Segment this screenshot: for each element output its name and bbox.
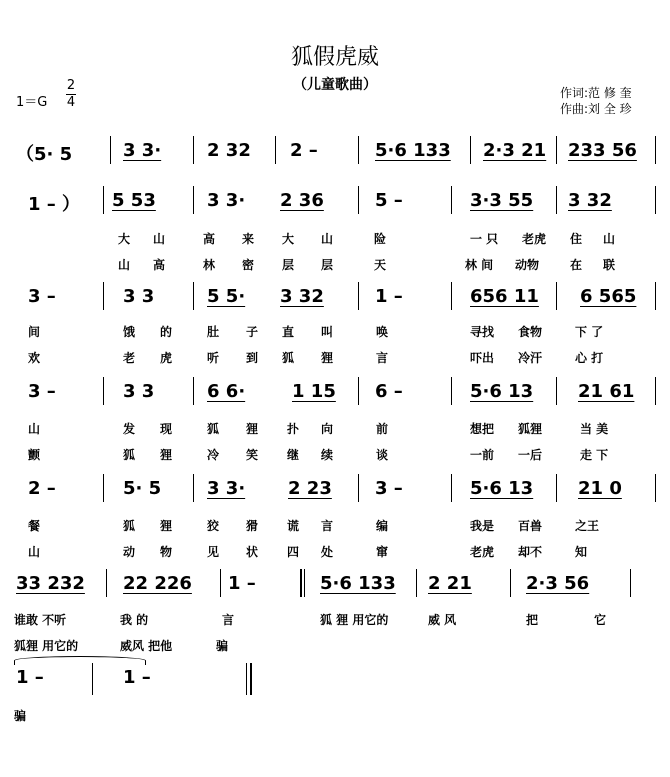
measure: 3 3 bbox=[123, 286, 155, 307]
lyric: 层 bbox=[321, 258, 334, 272]
lyric: 叫 bbox=[321, 325, 334, 339]
time-signature bbox=[64, 78, 78, 111]
measure: 3 – bbox=[28, 286, 56, 307]
measure: 5 – bbox=[375, 190, 403, 211]
lyrics-row-6a bbox=[0, 611, 670, 637]
lyric: 一后 bbox=[518, 448, 543, 462]
lyric: 一前 bbox=[470, 448, 495, 462]
lyric: 山 bbox=[603, 232, 616, 246]
lyric: 虎 bbox=[160, 351, 173, 365]
lyrics-row-4a bbox=[0, 420, 670, 446]
song-subtitle: （儿童歌曲） bbox=[293, 77, 377, 93]
lyric: 我 的 bbox=[120, 613, 149, 627]
lyric: 天 bbox=[374, 258, 387, 272]
lyric: 之王 bbox=[575, 519, 600, 533]
lyrics-row-2b bbox=[0, 256, 670, 282]
measure: 5 5· bbox=[207, 286, 246, 307]
lyric: 老虎 bbox=[470, 545, 495, 559]
lyric: 来 bbox=[242, 232, 255, 246]
lyrics-row-7 bbox=[0, 707, 670, 733]
composer-credit: 作曲:刘 全 珍 bbox=[560, 102, 632, 116]
lyric: 走 下 bbox=[580, 448, 609, 462]
lyric: 狐 狸 用它的 bbox=[320, 613, 389, 627]
lyric: 威 风 bbox=[428, 613, 457, 627]
lyric: 寻找 bbox=[470, 325, 495, 339]
lyric: 冷汗 bbox=[518, 351, 543, 365]
lyric: 联 bbox=[603, 258, 616, 272]
measure: 3 32 bbox=[568, 190, 612, 211]
measure: 2·3 56 bbox=[526, 573, 590, 594]
measure: 33 232 bbox=[16, 573, 85, 594]
measure: 1 – ） bbox=[28, 194, 81, 215]
measure: 3 – bbox=[375, 478, 403, 499]
measure: 1 – bbox=[123, 667, 151, 688]
measure: 2 32 bbox=[207, 140, 251, 161]
lyric: 狐 bbox=[207, 422, 220, 436]
lyric: 编 bbox=[376, 519, 389, 533]
lyric: 大 bbox=[118, 232, 131, 246]
lyric: 动 bbox=[123, 545, 136, 559]
measure: 3 3· bbox=[207, 478, 246, 499]
lyric: 到 bbox=[246, 351, 259, 365]
staff-row-5 bbox=[0, 478, 670, 504]
measure: 5·6 13 bbox=[470, 478, 534, 499]
lyric: 狐狸 bbox=[518, 422, 543, 436]
measure: 5·6 133 bbox=[375, 140, 451, 161]
lyric: 谁敢 不听 bbox=[14, 613, 67, 627]
measure: 21 61 bbox=[578, 381, 635, 402]
staff-row-3 bbox=[0, 286, 670, 312]
lyric: 直 bbox=[282, 325, 295, 339]
lyrics-row-5a bbox=[0, 517, 670, 543]
measure: 3 3· bbox=[207, 190, 246, 211]
lyric: 我是 bbox=[470, 519, 495, 533]
lyric: 当 美 bbox=[580, 422, 609, 436]
lyric: 老虎 bbox=[522, 232, 547, 246]
measure: 233 56 bbox=[568, 140, 637, 161]
lyric: 向 bbox=[321, 422, 334, 436]
key-signature: 1＝G bbox=[16, 95, 48, 110]
lyrics-row-4b bbox=[0, 446, 670, 472]
lyric: 住 bbox=[570, 232, 583, 246]
lyric: 言 bbox=[376, 351, 389, 365]
measure: 6 – bbox=[375, 381, 403, 402]
lyric: 密 bbox=[242, 258, 255, 272]
lyric: 窜 bbox=[376, 545, 389, 559]
measure: 5· 5 bbox=[123, 478, 162, 499]
lyric: 它 bbox=[594, 613, 607, 627]
song-title: 狐假虎威 bbox=[290, 45, 379, 70]
lyrics-row-3b bbox=[0, 349, 670, 375]
lyric: 狡 bbox=[207, 519, 220, 533]
lyric: 继 bbox=[287, 448, 300, 462]
lyric: 山 bbox=[118, 258, 131, 272]
staff-row-1 bbox=[0, 140, 670, 166]
measure: 656 11 bbox=[470, 286, 539, 307]
lyric: 山 bbox=[28, 422, 41, 436]
lyric: 骗 bbox=[216, 639, 229, 653]
lyric: 林 bbox=[203, 258, 216, 272]
lyric: 欢 bbox=[28, 351, 41, 365]
lyric: 山 bbox=[321, 232, 334, 246]
measure: 2 23 bbox=[288, 478, 332, 499]
lyric: 高 bbox=[153, 258, 166, 272]
lyric: 见 bbox=[207, 545, 220, 559]
measure: 3 3 bbox=[123, 381, 155, 402]
lyric: 动物 bbox=[515, 258, 540, 272]
lyric: 谎 bbox=[287, 519, 300, 533]
lyric: 狐 bbox=[123, 448, 136, 462]
lyric: 言 bbox=[321, 519, 334, 533]
lyric: 颤 bbox=[28, 448, 41, 462]
measure: 21 0 bbox=[578, 478, 622, 499]
measure: 1 15 bbox=[292, 381, 336, 402]
lyric: 心 打 bbox=[575, 351, 604, 365]
lyric: 层 bbox=[282, 258, 295, 272]
lyric: 续 bbox=[321, 448, 334, 462]
lyric: 狸 bbox=[160, 519, 173, 533]
lyric: 下 了 bbox=[575, 325, 604, 339]
lyric: 高 bbox=[203, 232, 216, 246]
staff-row-4 bbox=[0, 381, 670, 407]
time-signature-top: 2 bbox=[66, 78, 76, 93]
lyric: 险 bbox=[374, 232, 387, 246]
lyric: 知 bbox=[575, 545, 588, 559]
measure: 1 – bbox=[375, 286, 403, 307]
lyric: 子 bbox=[246, 325, 259, 339]
lyric: 的 bbox=[160, 325, 173, 339]
lyric: 一 只 bbox=[470, 232, 499, 246]
measure: 3 3· bbox=[123, 140, 162, 161]
lyric: 发 bbox=[123, 422, 136, 436]
lyric: 唤 bbox=[376, 325, 389, 339]
measure: 2 – bbox=[290, 140, 318, 161]
measure: 5·6 13 bbox=[470, 381, 534, 402]
lyric: 威风 把他 bbox=[120, 639, 173, 653]
lyric: 猾 bbox=[246, 519, 259, 533]
lyrics-row-2a bbox=[0, 230, 670, 256]
measure: 1 – bbox=[16, 667, 44, 688]
lyric: 肚 bbox=[207, 325, 220, 339]
measure: 3 32 bbox=[280, 286, 324, 307]
staff-row-6 bbox=[0, 573, 670, 599]
measure: 3 – bbox=[28, 381, 56, 402]
measure: （5· 5 bbox=[16, 144, 73, 165]
lyric: 状 bbox=[246, 545, 259, 559]
lyric: 在 bbox=[570, 258, 583, 272]
lyric: 食物 bbox=[518, 325, 543, 339]
measure: 5 53 bbox=[112, 190, 156, 211]
measure: 2 21 bbox=[428, 573, 472, 594]
lyric: 现 bbox=[160, 422, 173, 436]
lyric: 言 bbox=[222, 613, 235, 627]
lyric: 狸 bbox=[160, 448, 173, 462]
lyric: 冷 bbox=[207, 448, 220, 462]
lyric: 物 bbox=[160, 545, 173, 559]
lyric: 四 bbox=[287, 545, 300, 559]
lyric: 饿 bbox=[123, 325, 136, 339]
lyric: 山 bbox=[28, 545, 41, 559]
lyric: 百兽 bbox=[518, 519, 543, 533]
lyric: 想把 bbox=[470, 422, 495, 436]
lyric: 骗 bbox=[14, 709, 27, 723]
lyric: 餐 bbox=[28, 519, 41, 533]
lyric: 谈 bbox=[376, 448, 389, 462]
lyric: 狸 bbox=[246, 422, 259, 436]
time-signature-bottom: 4 bbox=[66, 95, 76, 110]
measure: 3·3 55 bbox=[470, 190, 534, 211]
measure: 22 226 bbox=[123, 573, 192, 594]
measure: 5·6 133 bbox=[320, 573, 396, 594]
lyric: 听 bbox=[207, 351, 220, 365]
lyricist-credit: 作词:范 修 奎 bbox=[560, 86, 632, 100]
lyric: 狐 bbox=[282, 351, 295, 365]
lyric: 前 bbox=[376, 422, 389, 436]
lyric: 狸 bbox=[321, 351, 334, 365]
measure: 2 36 bbox=[280, 190, 324, 211]
lyrics-row-3a bbox=[0, 323, 670, 349]
lyric: 狐狸 用它的 bbox=[14, 639, 79, 653]
staff-row-7 bbox=[0, 667, 670, 693]
measure: 1 – bbox=[228, 573, 256, 594]
lyric: 吓出 bbox=[470, 351, 495, 365]
lyric: 山 bbox=[153, 232, 166, 246]
lyrics-row-5b bbox=[0, 543, 670, 569]
lyric: 林 间 bbox=[465, 258, 494, 272]
lyric: 把 bbox=[526, 613, 539, 627]
lyric: 却不 bbox=[518, 545, 543, 559]
measure: 6 565 bbox=[580, 286, 637, 307]
lyric: 大 bbox=[282, 232, 295, 246]
lyric: 老 bbox=[123, 351, 136, 365]
lyric: 处 bbox=[321, 545, 334, 559]
lyric: 扑 bbox=[287, 422, 300, 436]
lyric: 笑 bbox=[246, 448, 259, 462]
measure: 2·3 21 bbox=[483, 140, 547, 161]
staff-row-2 bbox=[0, 190, 670, 216]
measure: 2 – bbox=[28, 478, 56, 499]
measure: 6 6· bbox=[207, 381, 246, 402]
lyric: 间 bbox=[28, 325, 41, 339]
lyric: 狐 bbox=[123, 519, 136, 533]
